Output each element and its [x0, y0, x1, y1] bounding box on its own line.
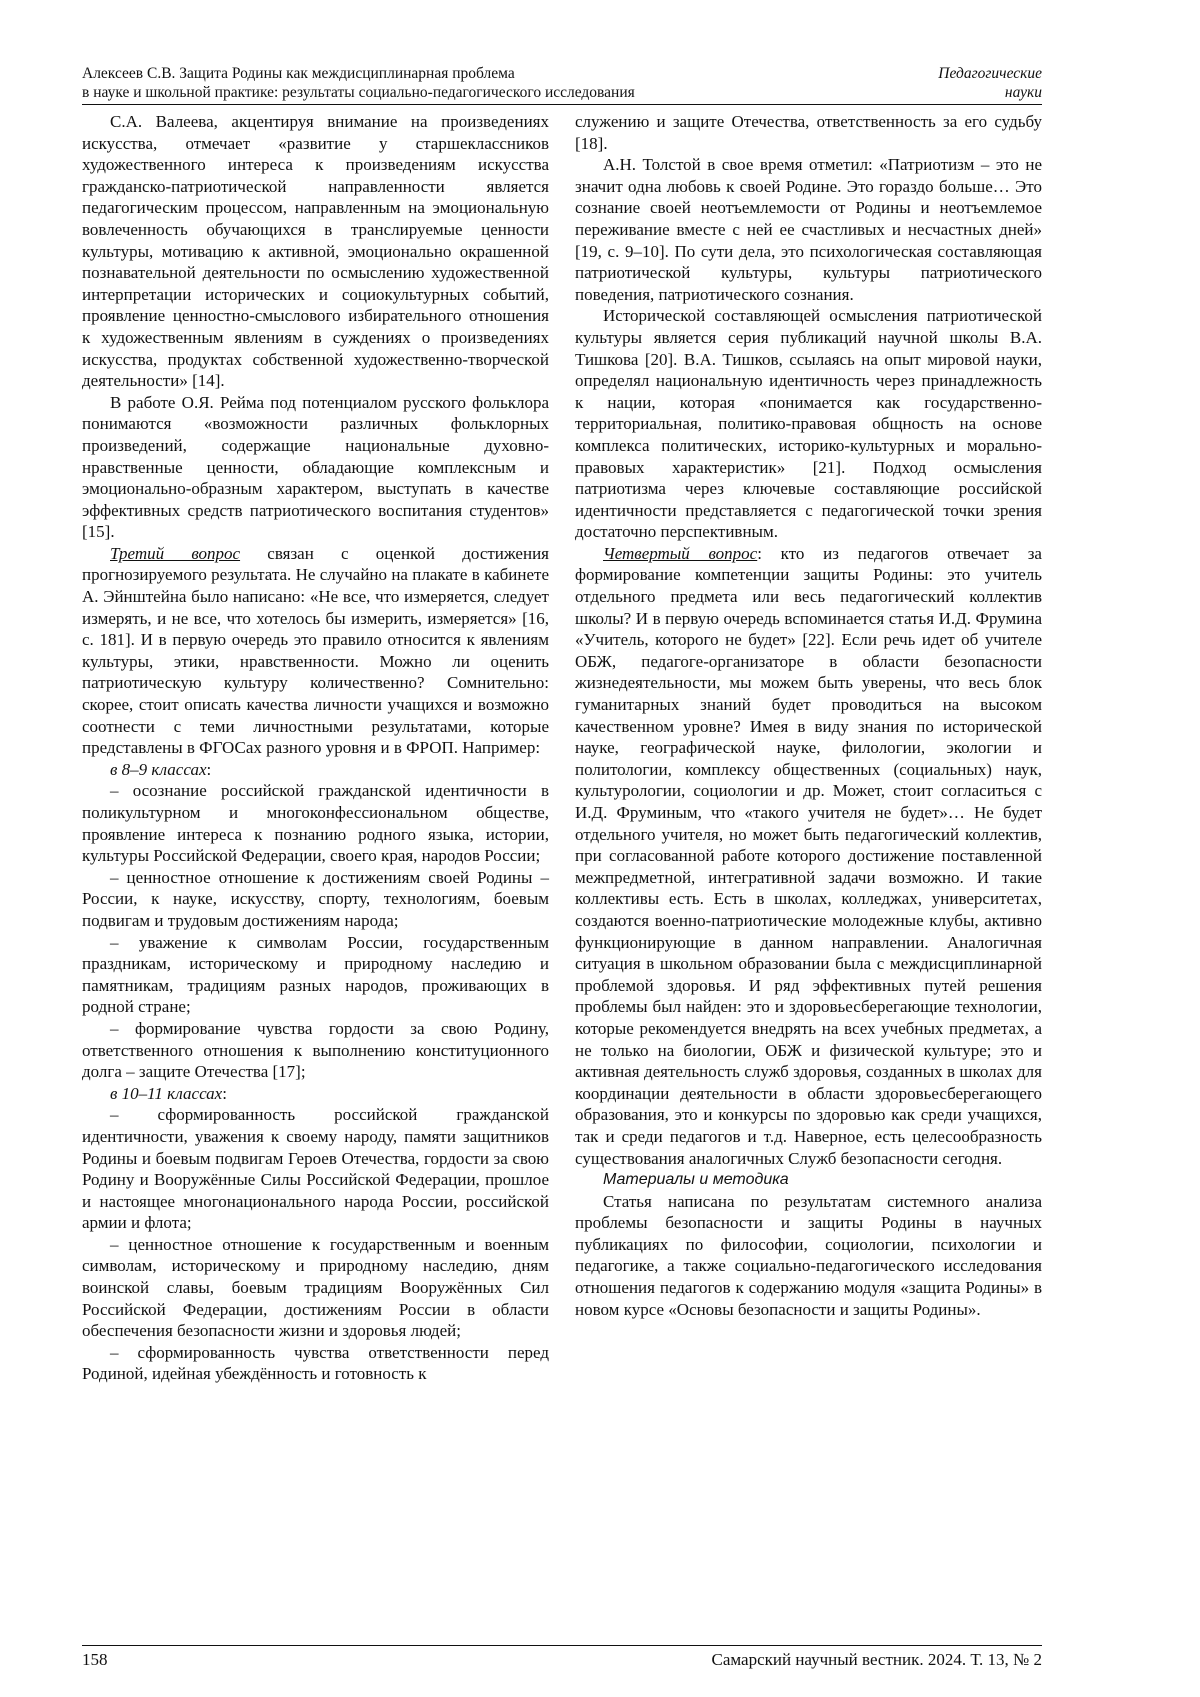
list-item: – формирование чувства гордости за свою Родину, ответственного отношения к выполнению конституционного долга – защите Отечества [17];	[82, 1018, 549, 1082]
grade-colon: :	[206, 759, 212, 779]
paragraph: А.Н. Толстой в свое время отметил: «Патриотизм – это не значит одна любовь к своей Родине. Это гораздо больше… Это сознание своей неотъемлемости от Родины и неотъемлемое переживание вместе с ней ее счастливых и несчастных дней» [19, с. 9–10]. По сути дела, это психологическая составляющая патриотической культуры, культуры патриотического поведения, патриотического сознания.	[575, 155, 1042, 304]
list-item: – ценностное отношение к достижениям своей Родины – России, к науке, искусству, спорту, технологиям, боевым подвигам и трудовым достижениям народа;	[82, 867, 549, 930]
list-item: – уважение к символам России, государственным праздникам, историческому и природному наследию и памятникам, традициям разных народов, проживающих в родной стране;	[82, 932, 549, 1017]
paragraph	[82, 543, 549, 759]
header-citation-line-1: Алексеев С.В. Защита Родины как междисциплинарная проблема	[82, 65, 515, 82]
running-footer	[82, 1645, 1042, 1676]
grade-heading	[82, 759, 549, 781]
grade-label: в 8–9 классах	[110, 759, 207, 779]
section-title: Материалы и методика	[603, 1171, 789, 1189]
right-column	[575, 111, 1042, 1320]
journal-citation: Самарский научный вестник. 2024. Т. 13, № 2	[711, 1650, 1042, 1669]
grade-heading	[82, 1083, 549, 1105]
page-number: 158	[82, 1650, 108, 1669]
header-section-line-2: науки	[1004, 84, 1042, 101]
paragraph	[575, 543, 1042, 1169]
paragraph: служению и защите Отечества, ответственность за его судьбу [18].	[575, 112, 1042, 153]
list-item: – сформированность чувства ответственности перед Родиной, идейная убеждённость и готовность к	[82, 1342, 549, 1384]
grade-colon: :	[222, 1083, 227, 1103]
paragraph: Статья написана по результатам системного анализа проблемы безопасности и защиты Родины в научных публикациях по философии, социологии, психологии и педагогике, а также социально-педагогического исследования отношения педагогов к содержанию модуля «защита Родины» в новом курсе «Основы безопасности и защиты Родины».	[575, 1191, 1042, 1319]
paragraph: В работе О.Я. Рейма под потенциалом русского фольклора понимаются «возможности различных фольклорных произведений, содержащие национальные духовно-нравственные ценности, обладающие комплексным и эмоционально-образным характером, выступать в качестве эффективных средств патриотического воспитания студентов» [15].	[82, 392, 549, 542]
question-lead: Третий вопрос	[110, 543, 241, 563]
header-citation-line-2: в науке и школьной практике: результаты социально-педагогического исследования	[82, 84, 635, 101]
header-citation	[82, 64, 882, 102]
running-header	[82, 60, 1042, 105]
paragraph: С.А. Валеева, акцентируя внимание на произведениях искусства, отмечает «развитие у старшеклассников художественного интереса к произведениям искусства гражданско-патриотической направленности является педагогическим процессом, направленным на эмоциональную вовлеченность обучающихся в транслируемые ценности культуры, мотивацию к активной, эмоционально окрашенной познавательной деятельности по осмыслению художественной интерпретации исторических и социокультурных событий, проявление ценностно-смыслового избирательного отношения к художественным явлениям в суждениях о произведениях искусства, продуктах собственной художественно-творческой деятельности» [14].	[82, 112, 549, 391]
grade-label: в 10–11 классах	[110, 1083, 223, 1103]
paragraph: Исторической составляющей осмысления патриотической культуры является серия публикаций научной школы В.А. Тишкова [20]. В.А. Тишков, ссылаясь на опыт мировой науки, определял национальную идентичность через принадлежность к нации, которая «понимается как государственно-территориальная, политико-правовая общность на основе комплекса политических, историко-культурных и морально-правовых характеристик» [21]. Подход осмысления патриотизма через ключевые составляющие российской идентичности представляется с педагогической точки зрения достаточно перспективным.	[575, 306, 1042, 542]
list-item: – осознание российской гражданской идентичности в поликультурном и многоконфессиональном обществе, проявление интереса к познанию родного языка, истории, культуры Российской Федерации, своего края, народов России;	[82, 781, 549, 866]
header-section	[882, 64, 1042, 102]
question-lead: Четвертый вопрос	[603, 543, 758, 563]
header-section-line-1: Педагогические	[938, 65, 1042, 82]
list-item: – ценностное отношение к государственным и военным символам, историческому и природному наследию, дням воинской славы, боевым традициям Вооружённых Сил Российской Федерации, достижениям России в области обеспечения безопасности жизни и здоровья людей;	[82, 1234, 549, 1341]
list-item: – сформированность российской гражданской идентичности, уважения к своему народу, памяти защитников Родины и боевым подвигам Героев Отечества, гордости за свою Родину и Вооружённые Силы Российской Федерации, прошлое и настоящее многонационального народа России, российской армии и флота;	[82, 1105, 549, 1233]
left-column	[82, 111, 549, 1385]
paragraph-text: связан с оценкой достижения прогнозируемого результата. Не случайно на плакате в кабинете А. Эйнштейна было написано: «Не все, что измеряется, следует измерять, и не все, что хотелось бы измерить, измеряется» [16, с. 181]. И в первую очередь это правило относится к явлениям культуры, этики, нравственности. Можно ли оценить патриотическую культуру количественно? Сомнительно: скорее, стоит описать качества личности учащихся и возможно соотнести с теми личностными результатами, которые представлены в ФГОСах разного уровня и в ФРОП. Например:	[82, 543, 549, 758]
paragraph-text: : кто из педагогов отвечает за формирование компетенции защиты Родины: это учитель отдельного предмета или весь педагогический коллектив школы? И в первую очередь вспоминается статья И.Д. Фрумина «Учитель, которого не будет» [22]. Если речь идет об учителе ОБЖ, педагоге-организаторе в области безопасности жизнедеятельности, мы можем быть уверены, что весь блок гуманитарных знаний будет проводиться на высоком качественном уровне? Имея в виду знания по исторической науке, географической науке, филологии, экологии и политологии, комплексу общественных (социальных) наук, культурологии, социологии и др. Может, стоит согласиться с И.Д. Фруминым, что «такого учителя не будет»… Не будет отдельного учителя, но может быть педагогический коллектив, при согласованной работе которого достижение поставленной межпредметной, интегративной задачи возможно. И такие коллективы есть. Есть в школах, колледжах, университетах, создаются военно-патриотические молодежные клубы, активно функционирующие в данном направлении. Аналогичная ситуация в школьном образовании была с междисциплинарной проблемой здоровья. И ряд эффективных путей решения проблемы был найден: это и здоровьесберегающие технологии, которые рекомендуется внедрять на всех учебных предметах, а не только на биологии, ОБЖ и физической культуре; это и активная деятельность служб здоровья, созданных в школах для координации деятельности в области здоровьесберегающего образования, это и конкурсы по здоровью как среди учащихся, так и среди педагогов и т.д. Наверное, есть целесообразность существования аналогичных Служб безопасности сегодня.	[575, 543, 1042, 1168]
